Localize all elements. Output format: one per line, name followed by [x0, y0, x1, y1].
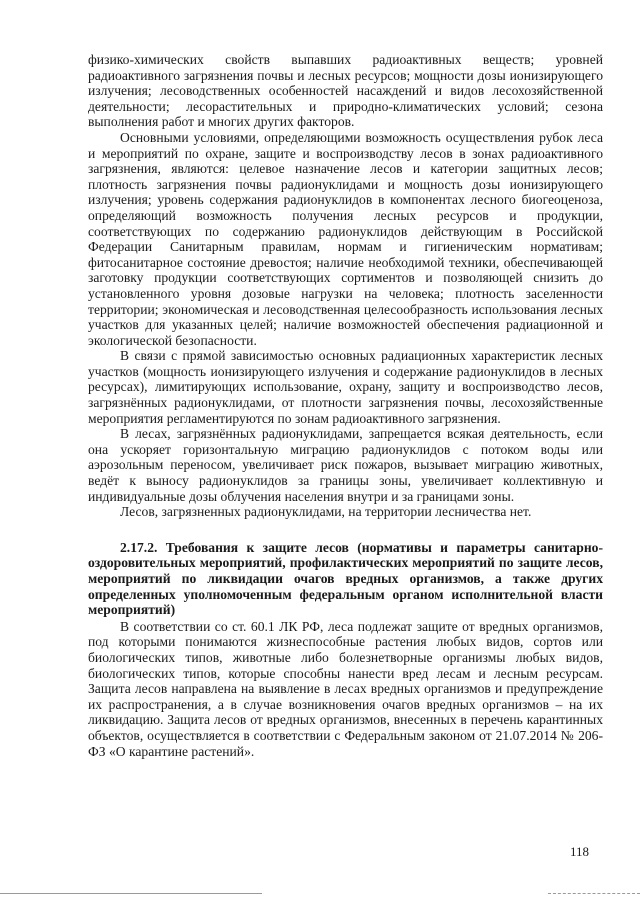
body-paragraph-1: физико-химических свойств выпавших радиоактивных веществ; уровней радиоактивного загрязнения почвы и лесных ресурсов; мощности дозы ионизирующего излучения; лесоводственных особенностей насаждений и видов лесохозяйственной деятельности; лесорастительных и природно-климатических условий; сезона выполнения работ и многих других факторов.: [88, 52, 603, 130]
body-paragraph-3: В связи с прямой зависимостью основных радиационных характеристик лесных участков (мощность ионизирующего излучения и содержание радионуклидов в лесных ресурсах), лимитирующих использование, охрану, защиту и воспроизводство лесов, загрязнённых радионуклидами, от плотности загрязнения почвы, лесохозяйственные мероприятия регламентируются по зонам радиоактивного загрязнения.: [88, 348, 603, 426]
document-page: [88, 52, 603, 759]
footer-scan-line-left: [0, 893, 262, 894]
body-paragraph-5: Лесов, загрязненных радионуклидами, на территории лесничества нет.: [120, 504, 532, 520]
footer-scan-line-right: [548, 893, 640, 894]
section-paragraph: В соответствии со ст. 60.1 ЛК РФ, леса подлежат защите от вредных организмов, под которыми понимаются жизнеспособные растения любых видов, сортов или биологических типов, животные либо болезнетворные организмы любых видов, биологических типов, которые способны нанести вред лесам и лесным ресурсам. Защита лесов направлена на выявление в лесах вредных организмов и предупреждение их распространения, а в случае возникновения очагов вредных организмов – на их ликвидацию. Защита лесов от вредных организмов, внесенных в перечень карантинных объектов, осуществляется в соответствии с Федеральным законом от 21.07.2014 № 206-ФЗ «О карантине растений».: [88, 618, 603, 759]
page-number: 118: [570, 844, 590, 859]
body-paragraph-4: В лесах, загрязнённых радионуклидами, запрещается всякая деятельность, если она ускоряет горизонтальную миграцию радионуклидов с потоком воды или аэрозольным переносом, увеличивает риск пожаров, вызывает миграцию животных, ведёт к выносу радионуклидов за границы зоны, увеличивает коллективную и индивидуальные дозы облучения населения внутри и за границами зоны.: [88, 426, 603, 504]
section-heading: 2.17.2. Требования к защите лесов (нормативы и параметры санитарно-оздоровительных мероприятий, профилактических мероприятий по защите лесов, мероприятий по ликвидации очагов вредных организмов, а также других определенных уполномоченным федеральным органом исполнительной власти мероприятий): [88, 539, 603, 618]
body-paragraph-2: Основными условиями, определяющими возможность осуществления рубок леса и мероприятий по охране, защите и воспроизводству лесов в зонах радиоактивного загрязнения, являются: целевое назначение лесов и категории защитных лесов; плотность загрязнения почвы радионуклидами и мощность дозы ионизирующего излучения; уровень содержания радионуклидов в компонентах лесного биогеоценоза, определяющий возможность получения лесных ресурсов и продукции, соответствующих по содержанию радионуклидов действующим в Российской Федерации Санитарным правилам, нормам и гигиеническим нормативам; фитосанитарное состояние древостоя; наличие необходимой техники, обеспечивающей заготовку продукции соответствующих сортиментов и позволяющей снизить до установленного уровня дозовые нагрузки на человека; плотность заселенности территории; экономическая и лесоводственная целесообразность использования лесных участков для указанных целей; наличие возможностей обеспечения радиационной и экологической безопасности.: [88, 129, 603, 348]
